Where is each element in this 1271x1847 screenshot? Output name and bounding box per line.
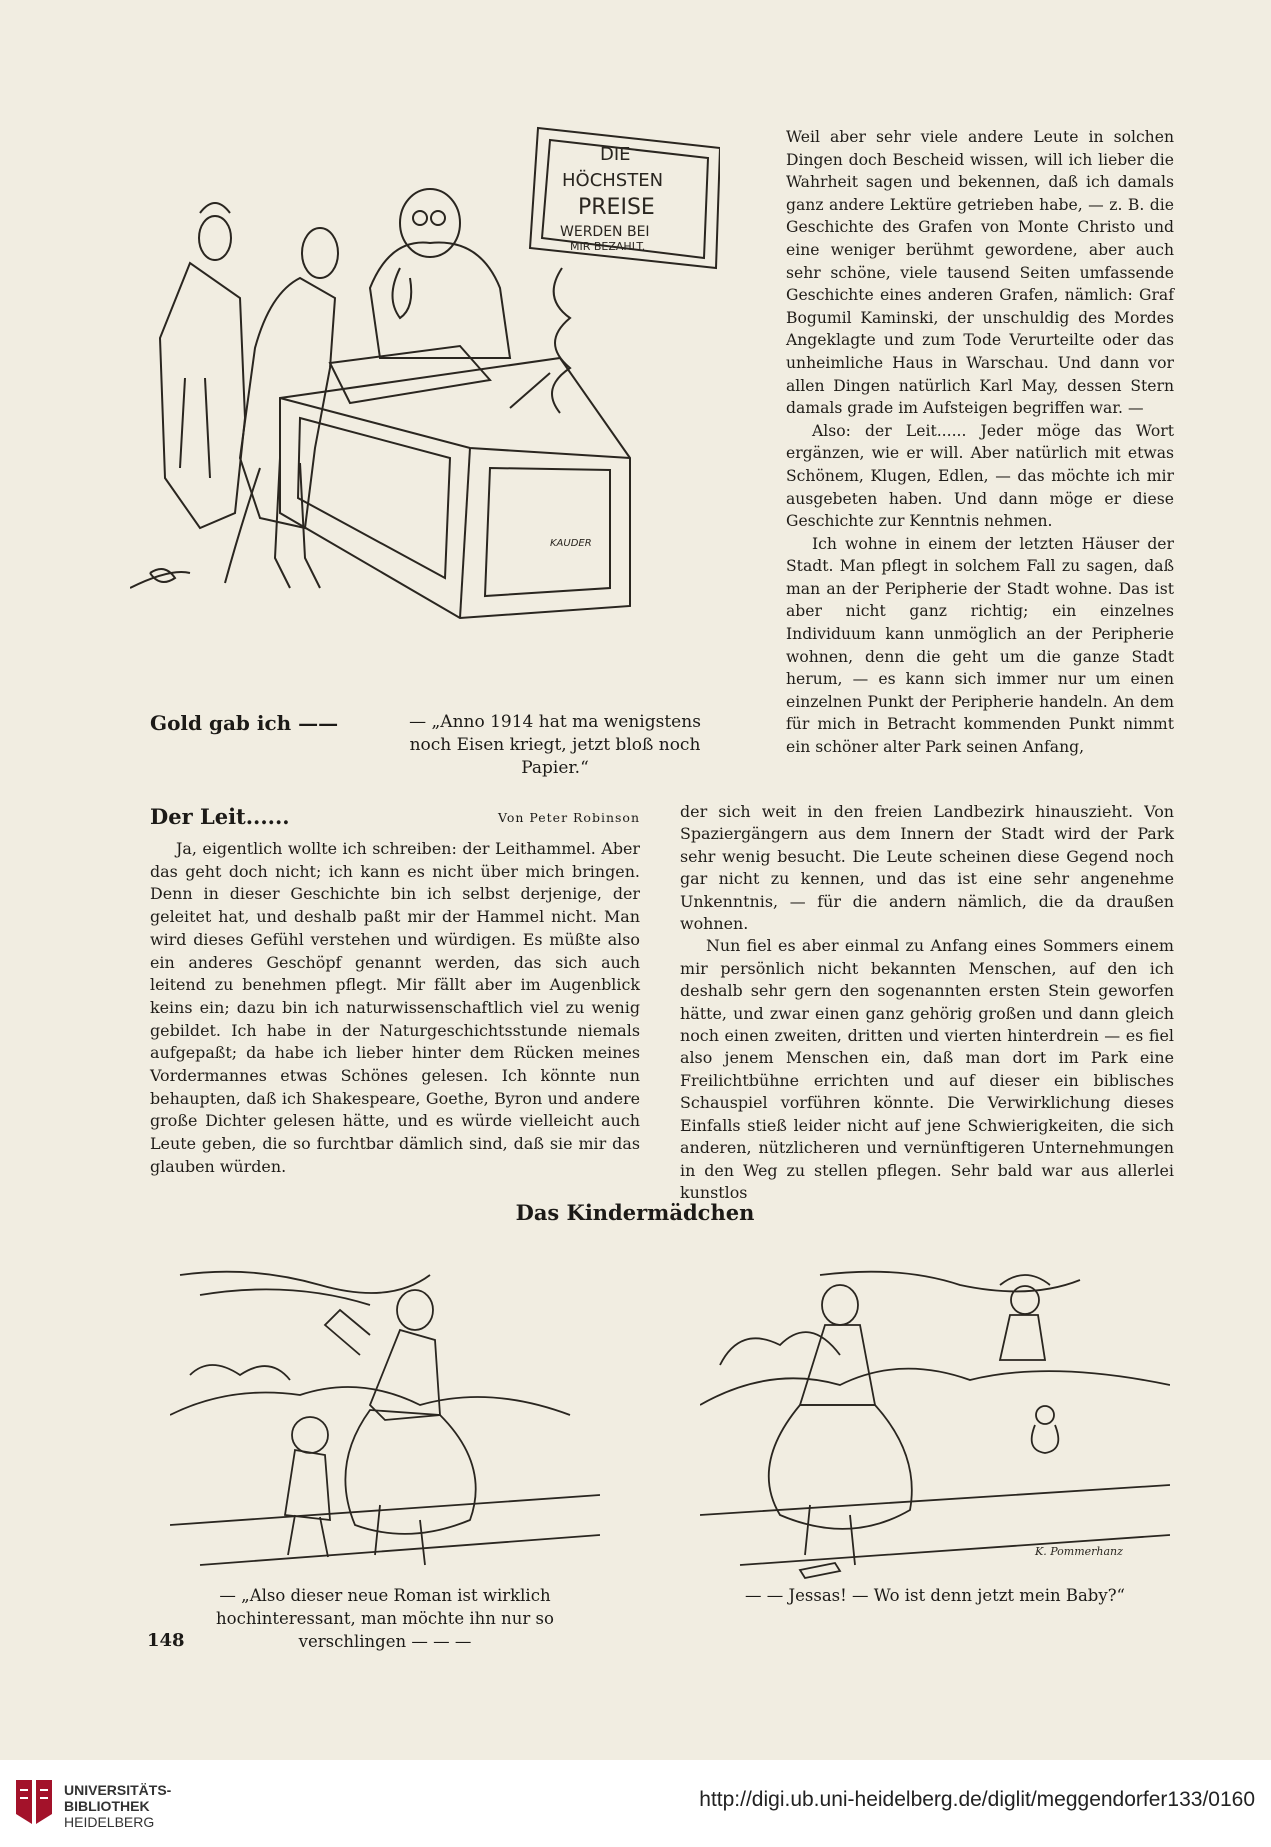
sign-line-5: MIR BEZAHLT. (570, 240, 646, 253)
sign-line-1: DIE (600, 144, 631, 165)
sign-line-4: WERDEN BEI (560, 224, 650, 240)
library-logo-icon (12, 1776, 56, 1830)
article-right-column-top (786, 126, 1174, 759)
cartoon-signature: KAUDER (550, 538, 592, 549)
cartoon-illustration-nanny-left (170, 1265, 600, 1585)
article-left-column (150, 838, 640, 1179)
bottom-caption-left: — „Also dieser neue Roman ist wirklich hochinteressant, man möchte ihn nur so verschlingen — — — (216, 1586, 554, 1651)
library-name-line-2: BIBLIOTHEK (64, 1798, 150, 1814)
cartoon-title: Gold gab ich —— (150, 711, 339, 735)
library-name (64, 1782, 171, 1830)
paragraph: Also: der Leit...... Jeder möge das Wort ergänzen, wie er will. Aber natürlich mit etwas Schönem, Klugen, Edlen, — das möchte ich mir ausgebeten haben. Und dann möge er diese Geschichte zur Kenntnis nehmen. (786, 421, 1174, 531)
paragraph: Nun fiel es aber einmal zu Anfang eines Sommers einem mir persönlich nicht bekannten Menschen, auf den ich deshalb sehr gern den sogenannten ersten Stein geworfen hätte, und zwar einen ganz gehörig großen und dann gleich noch einen zweiten, dritten und vierten hinterdrein — es fiel also jenem Menschen ein, daß man dort im Park eine Freilichtbühne errichten und auf dieser ein biblisches Schauspiel vorführen könnte. Die Verwirklichung dieses Einfalls stieß leider nicht auf jene Schwierigkeiten, die sich anderen, nützlicheren und vernünftigeren Unternehmungen in den Weg zu stellen pflegen. Sehr bald war aus allerlei kunstlos (680, 936, 1174, 1202)
cartoon-signature-bottom: K. Pommerhanz (1035, 1545, 1123, 1558)
paragraph: Ich wohne in einem der letzten Häuser der Stadt. Man pflegt in solchem Fall zu sagen, daß man an der Peripherie der Stadt wohne. Das ist aber nicht ganz richtig; ein einzelnes Individuum kann unmöglich an der Peripherie wohnen, denn die geht um die ganze Stadt herum, — es kann sich immer nur um einen einzelnen Punkt der Peripherie handeln. An dem für mich in Betracht kommenden Punkt nimmt ein schöner alter Park seinen Anfang, (786, 534, 1174, 757)
page-number: 148 (147, 1630, 185, 1651)
cartoon-illustration-nanny-right (700, 1265, 1170, 1585)
sign-line-3: PREISE (578, 195, 655, 220)
article-right-column-bottom (680, 801, 1174, 1204)
library-name-line-3: HEIDELBERG (64, 1814, 155, 1830)
bottom-cartoon-title: Das Kindermädchen (515, 1200, 755, 1225)
library-footer (0, 1760, 1271, 1847)
article-title: Der Leit...... (150, 804, 290, 829)
cartoon-illustration-pawnshop (130, 118, 720, 698)
source-url-link[interactable]: http://digi.ub.uni-heidelberg.de/diglit/meggendorfer133/0160 (699, 1788, 1255, 1811)
paragraph: Ja, eigentlich wollte ich schreiben: der Leithammel. Aber das geht doch nicht; ich kann es nicht über mich bringen. Denn in dieser Geschichte bin ich selbst derjenige, der geleitet hat, und deshalb paßt mir der Hammel nicht. Man wird dieses Gefühl verstehen und würdigen. Es müßte also ein anderes Geschöpf genannt werden, das sich auch leitend zu benehmen pflegt. Mir fällt aber im Augenblick keins ein; dazu bin ich naturwissenschaftlich viel zu wenig gebildet. Ich habe in der Naturgeschichtsstunde niemals aufgepaßt; da habe ich lieber hinter dem Rücken meines Vordermannes etwas Schönes gelesen. Ich könnte nun behaupten, daß ich Shakespeare, Goethe, Byron und andere große Dichter gelesen hätte, und es würde vielleicht auch Leute geben, die so furchtbar dämlich sind, daß sie mir das glauben würden. (150, 839, 640, 1176)
library-name-line-1: UNIVERSITÄTS- (64, 1782, 172, 1798)
paragraph: Weil aber sehr viele andere Leute in solchen Dingen doch Bescheid wissen, will ich lieber die Wahrheit sagen und bekennen, daß ich damals ganz andere Lektüre getrieben habe, — z. B. die Geschichte des Grafen von Monte Christo und eine weniger berühmt gewordene, aber auch sehr schöne, viele tausend Seiten umfassende Geschichte eines anderen Grafen, nämlich: Graf Bogumil Kaminski, der unschuldig des Mordes Angeklagte und zum Tode Verurteilte oder das unheimliche Haus in Warschau. Und dann vor allen Dingen natürlich Karl May, dessen Stern damals grade im Aufsteigen begriffen war. — (786, 128, 1174, 418)
article-author: Von Peter Robinson (497, 810, 640, 825)
bottom-caption-right: — — Jessas! — Wo ist denn jetzt mein Baby?“ (745, 1586, 1125, 1605)
cartoon-caption: — „Anno 1914 hat ma wenigstens noch Eisen kriegt, jetzt bloß noch Papier.“ (409, 712, 701, 778)
sign-line-2: HÖCHSTEN (562, 170, 664, 191)
paragraph: der sich weit in den freien Landbezirk hinauszieht. Von Spaziergängern aus dem Innern der Stadt wird der Park sehr wenig besucht. Die Leute scheinen diese Gegend noch gar nicht zu kennen, und das ist eine sehr angenehme Unkenntnis, — für die andern nämlich, die da draußen wohnen. (680, 802, 1174, 934)
